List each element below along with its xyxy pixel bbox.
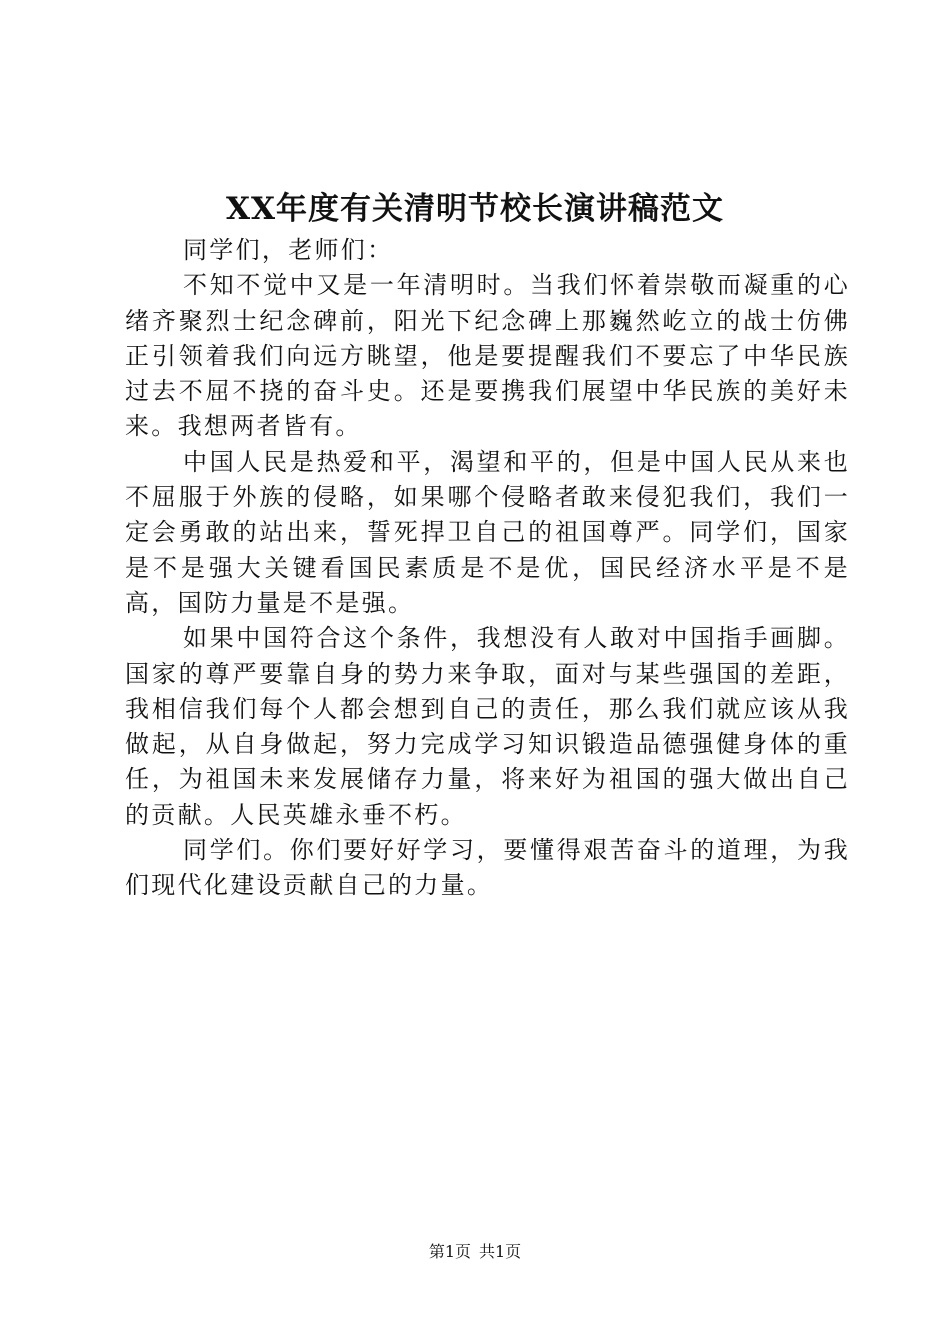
body-paragraph-1: 不知不觉中又是一年清明时。当我们怀着崇敬而凝重的心绪齐聚烈士纪念碑前，阳光下纪念碑上那巍然屹立的战士仿佛正引领着我们向远方眺望，他是要提醒我们不要忘了中华民族过去不屈不挠的奋斗史。还是要携我们展望中华民族的美好未来。我想两者皆有。	[125, 271, 850, 441]
page-number: 第1页	[428, 1242, 471, 1261]
body-paragraph-4: 同学们。你们要好好学习，要懂得艰苦奋斗的道理，为我们现代化建设贡献自己的力量。	[125, 836, 850, 900]
body-paragraph-2: 中国人民是热爱和平，渴望和平的，但是中国人民从来也不屈服于外族的侵略，如果哪个侵略者敢来侵犯我们，我们一定会勇敢的站出来，誓死捍卫自己的祖国尊严。同学们，国家是不是强大关键看国民素质是不是优，国民经济水平是不是高，国防力量是不是强。	[125, 447, 850, 617]
document-body	[125, 233, 850, 904]
page-total: 共1页	[479, 1242, 522, 1261]
salutation-paragraph: 同学们，老师们：	[183, 236, 394, 264]
body-paragraph-3: 如果中国符合这个条件，我想没有人敢对中国指手画脚。国家的尊严要靠自身的势力来争取，面对与某些强国的差距，我相信我们每个人都会想到自己的责任，那么我们就应该从我做起，从自身做起，努力完成学习知识锻造品德强健身体的重任，为祖国未来发展储存力量，将来好为祖国的强大做出自己的贡献。人民英雄永垂不朽。	[125, 624, 850, 829]
page-footer	[0, 1240, 950, 1264]
document-title: XX年度有关清明节校长演讲稿范文	[225, 191, 725, 227]
